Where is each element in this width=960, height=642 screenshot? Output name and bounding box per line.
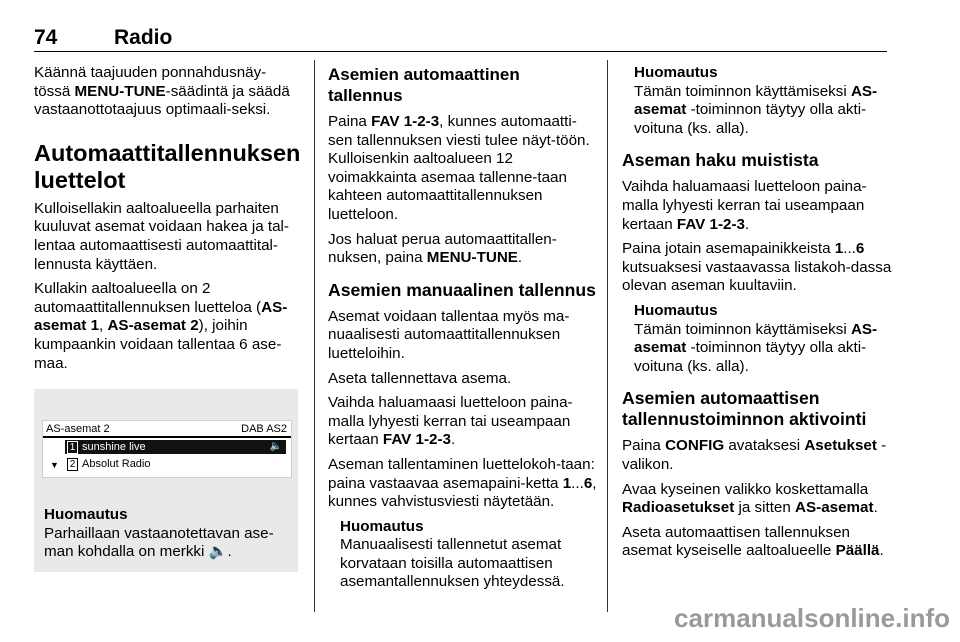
header-rule <box>34 51 887 52</box>
heading-activate-autostore: Asemien automaattisen tallennustoiminnon aktivointi <box>622 388 867 430</box>
note-title: Huomautus <box>634 301 718 319</box>
preset-number: 1 <box>67 441 78 454</box>
column-2 <box>328 64 598 598</box>
heading-station-recall: Aseman haku muistista <box>622 150 819 171</box>
column-1 <box>34 64 302 379</box>
section-title: Radio <box>114 26 173 49</box>
paragraph: Jos haluat perua automaattitallen-nuksen, paina MENU-TUNE. <box>328 230 557 267</box>
station-name: Absolut Radio <box>82 458 151 470</box>
paragraph: Aseta tallennettava asema. <box>328 369 512 387</box>
column-divider <box>314 60 315 612</box>
paragraph: Asemat voidaan tallentaa myös ma-nuaalisesti automaattitallennuksen luetteloihin. <box>328 307 570 362</box>
paragraph: Kulloisellakin aaltoalueella parhaiten kuuluvat asemat voidaan hakea ja tal-lentaa automaattisesti automaattital-lennusta käyttäen. <box>34 199 289 273</box>
paragraph: Vaihda haluamaasi luetteloon paina-malla lyhyesti kerran tai useampaan kertaan FAV 1-2-3. <box>622 178 867 233</box>
note <box>634 64 892 138</box>
heading-autostore-lists: Automaattitallennuksen luettelot <box>34 139 301 193</box>
paragraph: Aseta automaattisen tallennuksen asemat kyseiselle aaltoalueelle Päällä. <box>622 523 884 560</box>
speaker-icon: 🔈 <box>208 543 228 561</box>
page-number: 74 <box>34 26 58 49</box>
paragraph: Paina jotain asemapainikkeista 1...6 kutsuaksesi vastaavassa listakoh-dassa olevan aseman kuultaviin. <box>622 240 892 295</box>
note-text: Tämän toiminnon käyttämiseksi AS-asemat -toiminnon täytyy olla akti-voituna (ks. alla). <box>634 320 878 375</box>
list-item <box>65 457 286 471</box>
intro-paragraph: Käännä taajuuden ponnahdusnäy-tössä MENU-TUNE-säädintä ja säädä vastaanottotaajuus optimaali-seksi. <box>34 64 290 119</box>
station-name: sunshine live <box>82 441 146 453</box>
list-item <box>65 440 286 454</box>
note <box>44 506 294 562</box>
watermark: carmanualsonline.info <box>674 603 950 633</box>
paragraph: Paina CONFIG avataksesi Asetukset -valikon. <box>622 437 887 473</box>
column-divider <box>607 60 608 612</box>
page-header <box>34 26 172 50</box>
paragraph: Aseman tallentaminen luettelokoh-taan: paina vastaavaa asemapaini-ketta 1...6, kunnes vahvistusviesti näytetään. <box>328 455 597 511</box>
note <box>634 302 892 376</box>
note <box>340 518 598 592</box>
paragraph: Avaa kyseinen valikko koskettamalla Radioasetukset ja sitten AS-asemat. <box>622 480 878 517</box>
note-title: Huomautus <box>340 517 424 535</box>
display-header <box>43 421 291 438</box>
paragraph: Vaihda haluamaasi luetteloon paina-malla lyhyesti kerran tai useampaan kertaan FAV 1-2-3. <box>328 394 573 449</box>
note-title: Huomautus <box>44 506 128 523</box>
preset-number: 2 <box>67 458 78 471</box>
note-text: Manuaalisesti tallennetut asemat korvataan toisilla automaattisen asemantallennuksen yhteydessä. <box>340 536 565 591</box>
list-title: AS-asemat 2 <box>46 423 110 435</box>
band-label: DAB AS2 <box>241 423 287 435</box>
paragraph: Paina FAV 1-2-3, kunnes automaatti-sen tallennuksen viesti tulee näyt-töön. Kulloisenkin aaltoalueen 12 voimakkainta asemaa tallenne-taan kahteen automaattitallennuksen luetteloon. <box>328 113 590 223</box>
down-arrow-icon: ▼ <box>50 460 59 470</box>
column-3 <box>622 64 892 567</box>
note-text: Tämän toiminnon käyttämiseksi AS-asemat -toiminnon täytyy olla akti-voituna (ks. alla). <box>634 82 878 137</box>
note-text: Parhaillaan vastaanotettavan ase-man kohdalla on merkki 🔈. <box>44 524 274 561</box>
heading-auto-store: Asemien automaattinen tallennus <box>328 65 520 105</box>
speaker-icon: 🔈 <box>269 441 282 452</box>
note-title: Huomautus <box>634 64 718 81</box>
radio-display <box>42 420 292 478</box>
heading-manual-store: Asemien manuaalinen tallennus <box>328 279 596 300</box>
paragraph: Kullakin aaltoalueella on 2 automaattitallennuksen luetteloa (AS-asemat 1, AS-asemat 2), joihin kumpaankin voidaan tallentaa 6 ase-maa. <box>34 280 288 372</box>
